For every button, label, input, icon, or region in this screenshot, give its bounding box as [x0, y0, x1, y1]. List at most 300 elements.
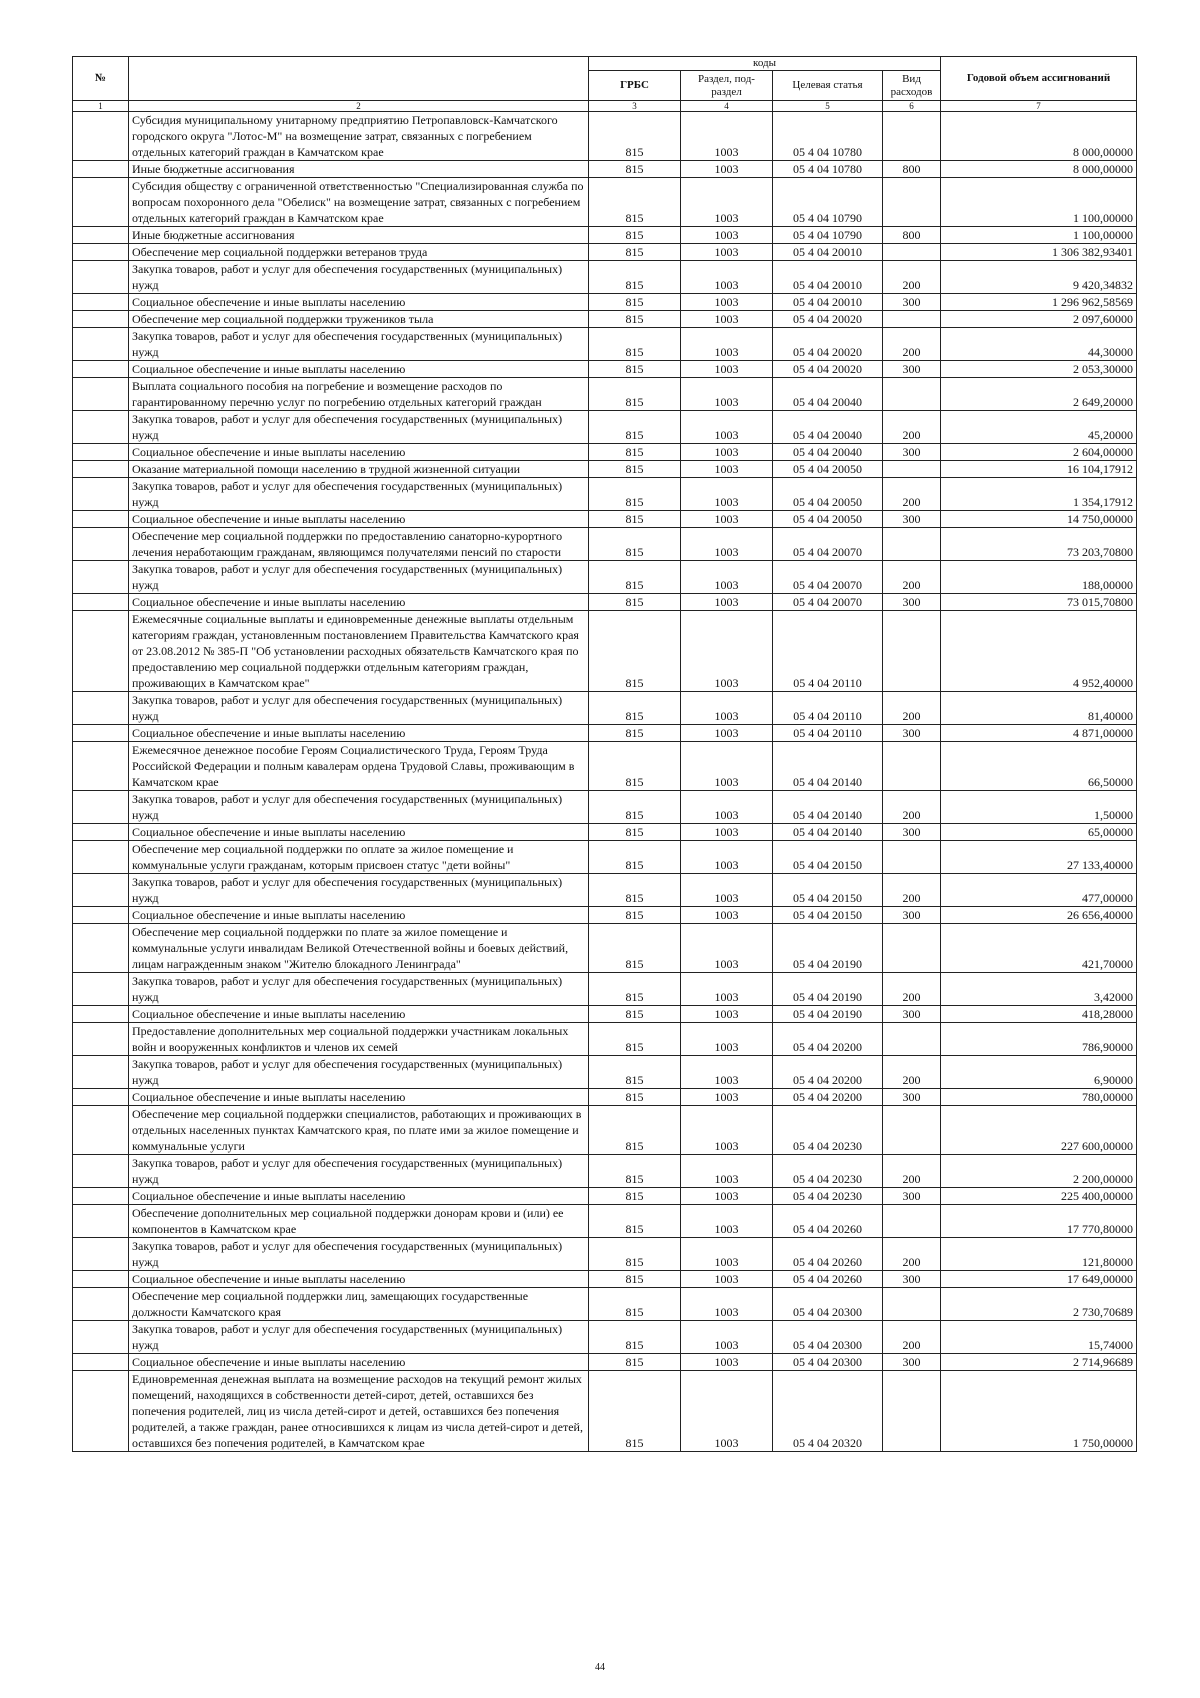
row-amount-cell: 6,90000: [941, 1056, 1137, 1089]
row-kind-cell: 300: [883, 511, 941, 528]
row-amount-cell: 14 750,00000: [941, 511, 1137, 528]
table-row: [73, 791, 1137, 824]
row-target-cell: 05 4 04 20190: [773, 1006, 883, 1023]
row-number-cell: [73, 511, 129, 528]
table-row: [73, 594, 1137, 611]
row-name-cell: Закупка товаров, работ и услуг для обеспечения государственных (муниципальных) нужд: [129, 1321, 589, 1354]
row-amount-cell: 16 104,17912: [941, 461, 1137, 478]
row-section-cell: 1003: [681, 461, 773, 478]
row-number-cell: [73, 1354, 129, 1371]
row-kind-cell: 200: [883, 791, 941, 824]
table-row: [73, 511, 1137, 528]
row-target-cell: 05 4 04 20020: [773, 328, 883, 361]
row-name-cell: Субсидия муниципальному унитарному предприятию Петропавловск-Камчатского городского округа "Лотос-М" на возмещение затрат, связанных с погребением отдельных категорий граждан в Камчатском крае: [129, 112, 589, 161]
row-target-cell: 05 4 04 20190: [773, 973, 883, 1006]
row-name-cell: Закупка товаров, работ и услуг для обеспечения государственных (муниципальных) нужд: [129, 328, 589, 361]
row-section-cell: 1003: [681, 311, 773, 328]
row-grbs-cell: 815: [589, 244, 681, 261]
row-kind-cell: [883, 924, 941, 973]
header-target: Целевая статья: [773, 71, 883, 101]
row-grbs-cell: 815: [589, 112, 681, 161]
row-section-cell: 1003: [681, 1354, 773, 1371]
row-name-cell: Закупка товаров, работ и услуг для обеспечения государственных (муниципальных) нужд: [129, 411, 589, 444]
table-row: [73, 361, 1137, 378]
row-grbs-cell: 815: [589, 1089, 681, 1106]
table-row: [73, 824, 1137, 841]
budget-table: [72, 56, 1137, 1452]
row-name-cell: Обеспечение дополнительных мер социальной поддержки донорам крови и (или) ее компонентов в Камчатском крае: [129, 1205, 589, 1238]
row-number-cell: [73, 824, 129, 841]
row-section-cell: 1003: [681, 378, 773, 411]
row-amount-cell: 1 750,00000: [941, 1371, 1137, 1452]
row-number-cell: [73, 528, 129, 561]
row-number-cell: [73, 692, 129, 725]
row-kind-cell: 300: [883, 594, 941, 611]
row-grbs-cell: 815: [589, 361, 681, 378]
table-row: [73, 478, 1137, 511]
row-amount-cell: 4 952,40000: [941, 611, 1137, 692]
row-grbs-cell: 815: [589, 692, 681, 725]
row-name-cell: Социальное обеспечение и иные выплаты населению: [129, 294, 589, 311]
row-name-cell: Закупка товаров, работ и услуг для обеспечения государственных (муниципальных) нужд: [129, 1238, 589, 1271]
table-row: [73, 178, 1137, 227]
row-name-cell: Закупка товаров, работ и услуг для обеспечения государственных (муниципальных) нужд: [129, 692, 589, 725]
row-kind-cell: 200: [883, 411, 941, 444]
row-target-cell: 05 4 04 10790: [773, 178, 883, 227]
row-kind-cell: 200: [883, 561, 941, 594]
row-kind-cell: 200: [883, 973, 941, 1006]
col-number: 4: [681, 101, 773, 112]
row-section-cell: 1003: [681, 1106, 773, 1155]
row-grbs-cell: 815: [589, 378, 681, 411]
row-amount-cell: 1 306 382,93401: [941, 244, 1137, 261]
row-section-cell: 1003: [681, 1288, 773, 1321]
row-grbs-cell: 815: [589, 294, 681, 311]
row-target-cell: 05 4 04 20150: [773, 907, 883, 924]
row-number-cell: [73, 841, 129, 874]
row-target-cell: 05 4 04 20070: [773, 528, 883, 561]
table-row: [73, 1205, 1137, 1238]
row-section-cell: 1003: [681, 1056, 773, 1089]
row-name-cell: Социальное обеспечение и иные выплаты населению: [129, 1354, 589, 1371]
row-kind-cell: 300: [883, 824, 941, 841]
row-number-cell: [73, 1371, 129, 1452]
row-number-cell: [73, 112, 129, 161]
row-kind-cell: [883, 178, 941, 227]
row-section-cell: 1003: [681, 725, 773, 742]
row-grbs-cell: 815: [589, 874, 681, 907]
row-name-cell: Ежемесячные социальные выплаты и единовременные денежные выплаты отдельным категориям граждан, установленным постановлением Правительства Камчатского края от 23.08.2012 № 385-П "Об установлении расходных обязательств Камчатского края по предоставлению мер социальной поддержки отдельным категориям граждан, проживающих в Камчатском крае": [129, 611, 589, 692]
row-target-cell: 05 4 04 20230: [773, 1188, 883, 1205]
row-section-cell: 1003: [681, 924, 773, 973]
row-section-cell: 1003: [681, 244, 773, 261]
row-number-cell: [73, 1155, 129, 1188]
row-grbs-cell: 815: [589, 1271, 681, 1288]
row-kind-cell: 200: [883, 478, 941, 511]
row-section-cell: 1003: [681, 1238, 773, 1271]
row-number-cell: [73, 227, 129, 244]
row-kind-cell: [883, 311, 941, 328]
table-body: [73, 112, 1137, 1452]
row-amount-cell: 1,50000: [941, 791, 1137, 824]
row-number-cell: [73, 924, 129, 973]
row-grbs-cell: 815: [589, 161, 681, 178]
row-amount-cell: 15,74000: [941, 1321, 1137, 1354]
row-section-cell: 1003: [681, 1205, 773, 1238]
row-number-cell: [73, 611, 129, 692]
row-amount-cell: 227 600,00000: [941, 1106, 1137, 1155]
row-name-cell: Социальное обеспечение и иные выплаты населению: [129, 361, 589, 378]
row-target-cell: 05 4 04 20050: [773, 461, 883, 478]
row-section-cell: 1003: [681, 528, 773, 561]
row-grbs-cell: 815: [589, 791, 681, 824]
header-numbers-row: [73, 101, 1137, 112]
row-number-cell: [73, 594, 129, 611]
row-target-cell: 05 4 04 20040: [773, 411, 883, 444]
row-target-cell: 05 4 04 20300: [773, 1354, 883, 1371]
row-amount-cell: 27 133,40000: [941, 841, 1137, 874]
col-number: 1: [73, 101, 129, 112]
row-name-cell: Обеспечение мер социальной поддержки по оплате за жилое помещение и коммунальные услуги гражданам, которым присвоен статус "дети войны": [129, 841, 589, 874]
row-kind-cell: 200: [883, 874, 941, 907]
row-target-cell: 05 4 04 10780: [773, 161, 883, 178]
row-section-cell: 1003: [681, 561, 773, 594]
row-section-cell: 1003: [681, 742, 773, 791]
row-number-cell: [73, 294, 129, 311]
row-kind-cell: 300: [883, 1271, 941, 1288]
row-number-cell: [73, 461, 129, 478]
row-kind-cell: 200: [883, 261, 941, 294]
row-target-cell: 05 4 04 20010: [773, 244, 883, 261]
table-row: [73, 328, 1137, 361]
row-number-cell: [73, 1321, 129, 1354]
row-grbs-cell: 815: [589, 411, 681, 444]
row-number-cell: [73, 907, 129, 924]
row-target-cell: 05 4 04 20260: [773, 1271, 883, 1288]
row-kind-cell: [883, 244, 941, 261]
row-amount-cell: 1 100,00000: [941, 227, 1137, 244]
row-section-cell: 1003: [681, 112, 773, 161]
row-number-cell: [73, 411, 129, 444]
row-grbs-cell: 815: [589, 261, 681, 294]
row-number-cell: [73, 328, 129, 361]
row-kind-cell: [883, 1106, 941, 1155]
row-kind-cell: 300: [883, 1188, 941, 1205]
row-target-cell: 05 4 04 20150: [773, 841, 883, 874]
col-number: 5: [773, 101, 883, 112]
table-row: [73, 1089, 1137, 1106]
row-target-cell: 05 4 04 20300: [773, 1321, 883, 1354]
row-section-cell: 1003: [681, 1023, 773, 1056]
row-grbs-cell: 815: [589, 1288, 681, 1321]
row-kind-cell: 200: [883, 1321, 941, 1354]
row-amount-cell: 17 770,80000: [941, 1205, 1137, 1238]
row-target-cell: 05 4 04 20040: [773, 378, 883, 411]
table-row: [73, 874, 1137, 907]
row-name-cell: Закупка товаров, работ и услуг для обеспечения государственных (муниципальных) нужд: [129, 1056, 589, 1089]
row-kind-cell: 200: [883, 1056, 941, 1089]
row-kind-cell: 800: [883, 161, 941, 178]
row-grbs-cell: 815: [589, 594, 681, 611]
row-number-cell: [73, 311, 129, 328]
row-grbs-cell: 815: [589, 824, 681, 841]
row-target-cell: 05 4 04 20110: [773, 692, 883, 725]
row-kind-cell: 200: [883, 692, 941, 725]
row-target-cell: 05 4 04 20070: [773, 594, 883, 611]
budget-sheet: [72, 56, 1136, 1452]
row-target-cell: 05 4 04 20050: [773, 478, 883, 511]
row-section-cell: 1003: [681, 227, 773, 244]
row-section-cell: 1003: [681, 511, 773, 528]
table-row: [73, 1023, 1137, 1056]
row-kind-cell: 200: [883, 1238, 941, 1271]
row-section-cell: 1003: [681, 411, 773, 444]
row-kind-cell: 200: [883, 328, 941, 361]
row-number-cell: [73, 561, 129, 594]
row-kind-cell: 300: [883, 725, 941, 742]
row-target-cell: 05 4 04 20140: [773, 742, 883, 791]
table-row: [73, 924, 1137, 973]
row-name-cell: Единовременная денежная выплата на возмещение расходов на текущий ремонт жилых помещений, находящихся в собственности детей-сирот, детей, оставшихся без попечения родителей, лиц из числа детей-сирот и детей, оставшихся без попечения родителей, а также граждан, ранее относившихся к лицам из числа детей-сирот и детей, оставшихся без попечения родителей, в Камчатском крае: [129, 1371, 589, 1452]
header-kind: Вид расходов: [883, 71, 941, 101]
row-section-cell: 1003: [681, 1321, 773, 1354]
row-name-cell: Закупка товаров, работ и услуг для обеспечения государственных (муниципальных) нужд: [129, 478, 589, 511]
row-amount-cell: 121,80000: [941, 1238, 1137, 1271]
row-kind-cell: 300: [883, 444, 941, 461]
row-number-cell: [73, 1106, 129, 1155]
row-amount-cell: 2 200,00000: [941, 1155, 1137, 1188]
row-kind-cell: 300: [883, 361, 941, 378]
row-grbs-cell: 815: [589, 1006, 681, 1023]
row-grbs-cell: 815: [589, 1106, 681, 1155]
row-name-cell: Социальное обеспечение и иные выплаты населению: [129, 1089, 589, 1106]
row-grbs-cell: 815: [589, 178, 681, 227]
row-number-cell: [73, 378, 129, 411]
row-target-cell: 05 4 04 20010: [773, 261, 883, 294]
row-amount-cell: 8 000,00000: [941, 161, 1137, 178]
row-name-cell: Социальное обеспечение и иные выплаты населению: [129, 594, 589, 611]
row-number-cell: [73, 161, 129, 178]
row-name-cell: Обеспечение мер социальной поддержки лиц, замещающих государственные должности Камчатского края: [129, 1288, 589, 1321]
table-row: [73, 907, 1137, 924]
row-amount-cell: 65,00000: [941, 824, 1137, 841]
row-number-cell: [73, 742, 129, 791]
row-amount-cell: 26 656,40000: [941, 907, 1137, 924]
row-amount-cell: 66,50000: [941, 742, 1137, 791]
row-section-cell: 1003: [681, 824, 773, 841]
header-codes: коды: [589, 57, 941, 71]
row-amount-cell: 45,20000: [941, 411, 1137, 444]
row-name-cell: Обеспечение мер социальной поддержки по плате за жилое помещение и коммунальные услуги инвалидам Великой Отечественной войны и боевых действий, лицам награжденным знаком "Жителю блокадного Ленинграда": [129, 924, 589, 973]
row-name-cell: Закупка товаров, работ и услуг для обеспечения государственных (муниципальных) нужд: [129, 261, 589, 294]
row-section-cell: 1003: [681, 1089, 773, 1106]
row-target-cell: 05 4 04 20110: [773, 725, 883, 742]
row-amount-cell: 9 420,34832: [941, 261, 1137, 294]
row-grbs-cell: 815: [589, 478, 681, 511]
row-kind-cell: 300: [883, 1354, 941, 1371]
row-amount-cell: 2 714,96689: [941, 1354, 1137, 1371]
row-amount-cell: 225 400,00000: [941, 1188, 1137, 1205]
row-grbs-cell: 815: [589, 1188, 681, 1205]
row-number-cell: [73, 1238, 129, 1271]
row-name-cell: Социальное обеспечение и иные выплаты населению: [129, 725, 589, 742]
row-name-cell: Социальное обеспечение и иные выплаты населению: [129, 1271, 589, 1288]
row-target-cell: 05 4 04 20050: [773, 511, 883, 528]
table-row: [73, 611, 1137, 692]
table-row: [73, 1106, 1137, 1155]
row-amount-cell: 81,40000: [941, 692, 1137, 725]
row-number-cell: [73, 1271, 129, 1288]
col-number: 3: [589, 101, 681, 112]
row-target-cell: 05 4 04 20200: [773, 1023, 883, 1056]
row-kind-cell: 300: [883, 1089, 941, 1106]
table-row: [73, 973, 1137, 1006]
row-grbs-cell: 815: [589, 841, 681, 874]
row-grbs-cell: 815: [589, 725, 681, 742]
row-section-cell: 1003: [681, 478, 773, 511]
row-amount-cell: 17 649,00000: [941, 1271, 1137, 1288]
row-number-cell: [73, 444, 129, 461]
row-name-cell: Социальное обеспечение и иные выплаты населению: [129, 1006, 589, 1023]
col-number: 6: [883, 101, 941, 112]
row-grbs-cell: 815: [589, 1354, 681, 1371]
row-name-cell: Социальное обеспечение и иные выплаты населению: [129, 511, 589, 528]
table-row: [73, 1056, 1137, 1089]
row-section-cell: 1003: [681, 841, 773, 874]
row-section-cell: 1003: [681, 444, 773, 461]
row-kind-cell: [883, 1371, 941, 1452]
table-row: [73, 112, 1137, 161]
row-grbs-cell: 815: [589, 461, 681, 478]
row-number-cell: [73, 725, 129, 742]
table-row: [73, 411, 1137, 444]
row-amount-cell: 2 730,70689: [941, 1288, 1137, 1321]
row-amount-cell: 421,70000: [941, 924, 1137, 973]
page-number: 44: [595, 1662, 605, 1673]
col-number: 7: [941, 101, 1137, 112]
row-name-cell: Ежемесячное денежное пособие Героям Социалистического Труда, Героям Труда Российской Федерации и полным кавалерам ордена Трудовой Славы, проживающим в Камчатском крае: [129, 742, 589, 791]
row-name-cell: Закупка товаров, работ и услуг для обеспечения государственных (муниципальных) нужд: [129, 561, 589, 594]
row-kind-cell: 200: [883, 1155, 941, 1188]
row-section-cell: 1003: [681, 178, 773, 227]
row-kind-cell: [883, 1023, 941, 1056]
row-number-cell: [73, 1188, 129, 1205]
row-amount-cell: 477,00000: [941, 874, 1137, 907]
row-kind-cell: [883, 611, 941, 692]
row-name-cell: Закупка товаров, работ и услуг для обеспечения государственных (муниципальных) нужд: [129, 874, 589, 907]
row-section-cell: 1003: [681, 1271, 773, 1288]
table-row: [73, 561, 1137, 594]
row-name-cell: Обеспечение мер социальной поддержки специалистов, работающих и проживающих в отдельных населенных пунктах Камчатского края, по плате ими за жилое помещение и коммунальные услуги: [129, 1106, 589, 1155]
row-target-cell: 05 4 04 20070: [773, 561, 883, 594]
table-row: [73, 227, 1137, 244]
row-amount-cell: 2 097,60000: [941, 311, 1137, 328]
row-name-cell: Обеспечение мер социальной поддержки тружеников тыла: [129, 311, 589, 328]
row-section-cell: 1003: [681, 973, 773, 1006]
row-section-cell: 1003: [681, 611, 773, 692]
header-name: [129, 57, 589, 101]
row-name-cell: Оказание материальной помощи населению в трудной жизненной ситуации: [129, 461, 589, 478]
row-amount-cell: 1 100,00000: [941, 178, 1137, 227]
table-row: [73, 161, 1137, 178]
table-row: [73, 1006, 1137, 1023]
table-row: [73, 528, 1137, 561]
table-header: [73, 57, 1137, 112]
table-row: [73, 1271, 1137, 1288]
row-number-cell: [73, 973, 129, 1006]
row-target-cell: 05 4 04 20140: [773, 791, 883, 824]
row-target-cell: 05 4 04 20010: [773, 294, 883, 311]
row-target-cell: 05 4 04 20300: [773, 1288, 883, 1321]
row-kind-cell: 300: [883, 1006, 941, 1023]
row-number-cell: [73, 361, 129, 378]
row-grbs-cell: 815: [589, 973, 681, 1006]
row-name-cell: Обеспечение мер социальной поддержки ветеранов труда: [129, 244, 589, 261]
row-number-cell: [73, 1056, 129, 1089]
row-name-cell: Социальное обеспечение и иные выплаты населению: [129, 444, 589, 461]
table-row: [73, 742, 1137, 791]
row-target-cell: 05 4 04 20110: [773, 611, 883, 692]
row-amount-cell: 786,90000: [941, 1023, 1137, 1056]
row-name-cell: Выплата социального пособия на погребение и возмещение расходов по гарантированному перечню услуг по погребению отдельных категорий граждан: [129, 378, 589, 411]
table-row: [73, 261, 1137, 294]
table-row: [73, 461, 1137, 478]
row-target-cell: 05 4 04 20020: [773, 311, 883, 328]
row-number-cell: [73, 478, 129, 511]
row-amount-cell: 188,00000: [941, 561, 1137, 594]
row-amount-cell: 2 649,20000: [941, 378, 1137, 411]
row-kind-cell: [883, 1288, 941, 1321]
row-kind-cell: [883, 841, 941, 874]
row-amount-cell: 8 000,00000: [941, 112, 1137, 161]
row-kind-cell: 800: [883, 227, 941, 244]
row-section-cell: 1003: [681, 1006, 773, 1023]
row-target-cell: 05 4 04 20260: [773, 1238, 883, 1271]
table-row: [73, 1288, 1137, 1321]
row-target-cell: 05 4 04 20200: [773, 1089, 883, 1106]
row-name-cell: Закупка товаров, работ и услуг для обеспечения государственных (муниципальных) нужд: [129, 1155, 589, 1188]
row-section-cell: 1003: [681, 1188, 773, 1205]
row-grbs-cell: 815: [589, 1238, 681, 1271]
row-section-cell: 1003: [681, 328, 773, 361]
row-amount-cell: 780,00000: [941, 1089, 1137, 1106]
row-name-cell: Предоставление дополнительных мер социальной поддержки участникам локальных войн и вооруженных конфликтов и членов их семей: [129, 1023, 589, 1056]
row-kind-cell: [883, 112, 941, 161]
row-name-cell: Социальное обеспечение и иные выплаты населению: [129, 1188, 589, 1205]
header-section: Раздел, под-раздел: [681, 71, 773, 101]
row-amount-cell: 2 604,00000: [941, 444, 1137, 461]
row-grbs-cell: 815: [589, 907, 681, 924]
row-amount-cell: 4 871,00000: [941, 725, 1137, 742]
row-section-cell: 1003: [681, 692, 773, 725]
row-grbs-cell: 815: [589, 1056, 681, 1089]
header-volume: Годовой объем ассигнований: [941, 57, 1137, 101]
row-number-cell: [73, 791, 129, 824]
row-kind-cell: [883, 742, 941, 791]
table-row: [73, 1155, 1137, 1188]
row-target-cell: 05 4 04 20150: [773, 874, 883, 907]
table-row: [73, 841, 1137, 874]
row-number-cell: [73, 1023, 129, 1056]
row-number-cell: [73, 1089, 129, 1106]
header-no: №: [73, 57, 129, 101]
table-row: [73, 1321, 1137, 1354]
table-row: [73, 244, 1137, 261]
row-kind-cell: [883, 378, 941, 411]
row-grbs-cell: 815: [589, 611, 681, 692]
row-kind-cell: [883, 528, 941, 561]
row-number-cell: [73, 178, 129, 227]
